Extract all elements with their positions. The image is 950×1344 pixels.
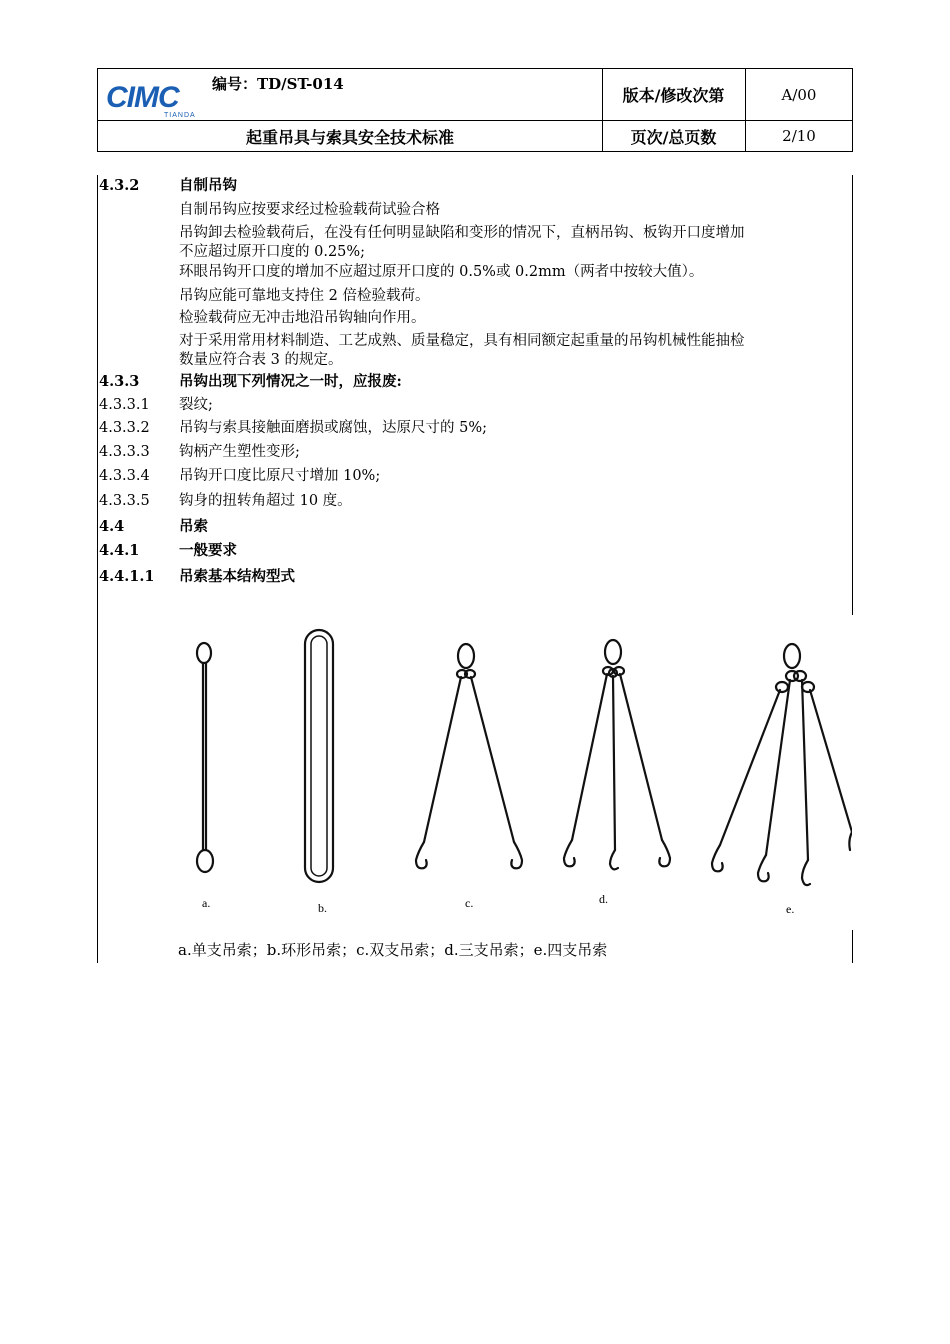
two-leg-sling-drawing bbox=[416, 644, 522, 868]
version-value: A/00 bbox=[781, 85, 817, 104]
logo-text: CIMC bbox=[106, 81, 179, 114]
paragraph-line: 吊钩开口度比原尺寸增加 10%; bbox=[179, 468, 381, 484]
section-heading: 吊索 bbox=[179, 518, 208, 535]
section-number: 4.3.3.5 bbox=[99, 493, 150, 509]
paragraph-line: 钩身的扭转角超过 10 度。 bbox=[179, 493, 352, 509]
page-value: 2/10 bbox=[782, 127, 816, 145]
cimc-logo bbox=[106, 83, 206, 121]
paragraph-line: 对于采用常用材料制造、工艺成熟、质量稳定，具有相同额定起重量的吊钩机械性能抽检 bbox=[179, 333, 745, 349]
paragraph-line: 吊钩与索具接触面磨损或腐蚀，达原尺寸的 5%; bbox=[179, 420, 487, 436]
page-label: 页次/总页数 bbox=[630, 127, 717, 147]
section-number: 4.3.3.3 bbox=[99, 444, 150, 460]
paragraph-line: 吊钩卸去检验载荷后，在没有任何明显缺陷和变形的情况下，直柄吊钩、板钩开口度增加 bbox=[179, 225, 745, 241]
document-code: 编号：TD/ST-014 bbox=[212, 75, 344, 93]
page-frame-left bbox=[97, 175, 98, 963]
section-heading: 吊索基本结构型式 bbox=[179, 568, 295, 585]
figure-label-a: a. bbox=[202, 896, 211, 910]
single-sling-drawing bbox=[197, 643, 213, 872]
section-heading: 自制吊钩 bbox=[179, 177, 237, 194]
paragraph-line: 检验载荷应无冲击地沿吊钩轴向作用。 bbox=[179, 310, 426, 326]
section-number: 4.3.3.4 bbox=[99, 468, 150, 484]
section-number: 4.3.2 bbox=[99, 177, 140, 194]
figure-caption: a.单支吊索；b.环形吊索；c.双支吊索；d.三支吊索；e.四支吊索 bbox=[178, 941, 608, 959]
document-header bbox=[97, 68, 853, 152]
paragraph-line: 裂纹; bbox=[179, 397, 213, 413]
paragraph-line: 钩柄产生塑性变形; bbox=[179, 444, 300, 460]
figure-label-d: d. bbox=[599, 892, 608, 906]
section-number: 4.3.3 bbox=[99, 373, 140, 390]
four-leg-sling-drawing bbox=[712, 644, 852, 885]
paragraph-line: 不应超过原开口度的 0.25%; bbox=[179, 244, 366, 260]
logo-subtext: TIANDA bbox=[164, 112, 196, 119]
document-title: 起重吊具与索具安全技术标准 bbox=[245, 127, 454, 147]
three-leg-sling-drawing bbox=[564, 640, 670, 869]
figure-label-b: b. bbox=[318, 901, 327, 915]
figure-label-c: c. bbox=[465, 896, 474, 910]
section-number: 4.3.3.2 bbox=[99, 420, 150, 436]
section-heading: 一般要求 bbox=[179, 542, 237, 559]
ring-sling-drawing bbox=[305, 630, 333, 882]
paragraph-line: 吊钩应能可靠地支持住 2 倍检验载荷。 bbox=[179, 288, 430, 304]
page-frame-right-lower bbox=[852, 930, 853, 963]
section-number: 4.3.3.1 bbox=[99, 397, 150, 413]
sling-drawings bbox=[160, 620, 852, 920]
sling-structure-figure bbox=[160, 620, 852, 920]
paragraph-line: 自制吊钩应按要求经过检验载荷试验合格 bbox=[179, 202, 440, 218]
section-number: 4.4.1 bbox=[99, 542, 140, 559]
paragraph-line: 环眼吊钩开口度的增加不应超过原开口度的 0.5%或 0.2mm（两者中按较大值）。 bbox=[179, 264, 704, 280]
section-number: 4.4.1.1 bbox=[99, 568, 155, 585]
figure-label-e: e. bbox=[786, 902, 795, 916]
version-label: 版本/修改次第 bbox=[622, 86, 725, 105]
paragraph-line: 数量应符合表 3 的规定。 bbox=[179, 352, 343, 368]
section-heading: 吊钩出现下列情况之一时，应报废: bbox=[179, 373, 402, 390]
page-frame-right bbox=[852, 175, 853, 615]
section-number: 4.4 bbox=[99, 518, 125, 535]
